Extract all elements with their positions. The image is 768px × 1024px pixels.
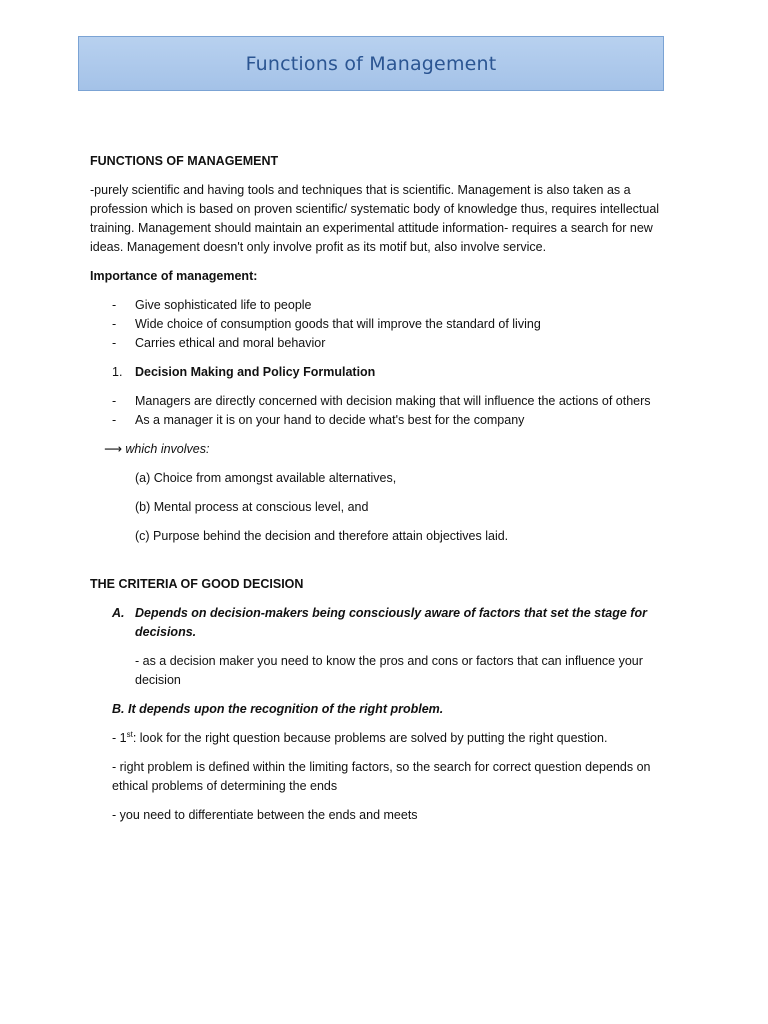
dash-bullet: - [112, 336, 117, 350]
section-heading: FUNCTIONS OF MANAGEMENT [90, 154, 279, 168]
note-third: - you need to differentiate between the ends and meets [112, 808, 418, 822]
involves-item: (c) Purpose behind the decision and therefore attain objectives laid. [135, 529, 509, 543]
involves-line: ⟶ which involves: [104, 442, 210, 456]
intro-paragraph: -purely scientific and having tools and techniques that is scientific. Management is also taken as a profession which is based on proven scientific/ systematic body of knowledge thus, requires intellectual training. Management should maintain an experimental attitude information- requires a search for new ideas. Management doesn't only involve profit as its motif but, also involve service. [90, 183, 660, 254]
decision-list [90, 392, 680, 430]
criteria-a: A. Depends on decision-makers being consciously aware of factors that set the stage for decisions. [112, 606, 647, 639]
dash-bullet: - [112, 317, 117, 331]
dash-bullet: - [112, 298, 117, 312]
list-item: - Carries ethical and moral behavior [90, 334, 680, 353]
number-marker: 1. [112, 365, 123, 379]
criteria-a-note: - as a decision maker you need to know the pros and cons or factors that can influence your decision [135, 654, 643, 687]
document-body [90, 152, 680, 825]
numbered-heading: 1. Decision Making and Policy Formulation [90, 363, 680, 382]
letter-marker: A. [112, 606, 125, 620]
list-item: - Managers are directly concerned with decision making that will influence the actions of others [90, 392, 680, 411]
list-item: - Wide choice of consumption goods that will improve the standard of living [90, 315, 680, 334]
list-item: - Give sophisticated life to people [90, 296, 680, 315]
note-first: - 1st: look for the right question because problems are solved by putting the right question. [112, 729, 608, 745]
involves-item: (b) Mental process at conscious level, and [135, 500, 369, 514]
dash-bullet: - [112, 394, 117, 408]
dash-bullet: - [112, 413, 117, 427]
importance-heading: Importance of management: [90, 269, 258, 283]
title-box [78, 36, 664, 91]
criteria-b: B. It depends upon the recognition of the right problem. [112, 702, 444, 716]
document-title: Functions of Management [245, 52, 497, 75]
involves-item: (a) Choice from amongst available alternatives, [135, 471, 397, 485]
criteria-heading: THE CRITERIA OF GOOD DECISION [90, 577, 304, 591]
importance-list [90, 296, 680, 353]
note-second: - right problem is defined within the limiting factors, so the search for correct question depends on ethical problems of determining the ends [112, 760, 651, 793]
list-item: - As a manager it is on your hand to decide what's best for the company [90, 411, 680, 430]
